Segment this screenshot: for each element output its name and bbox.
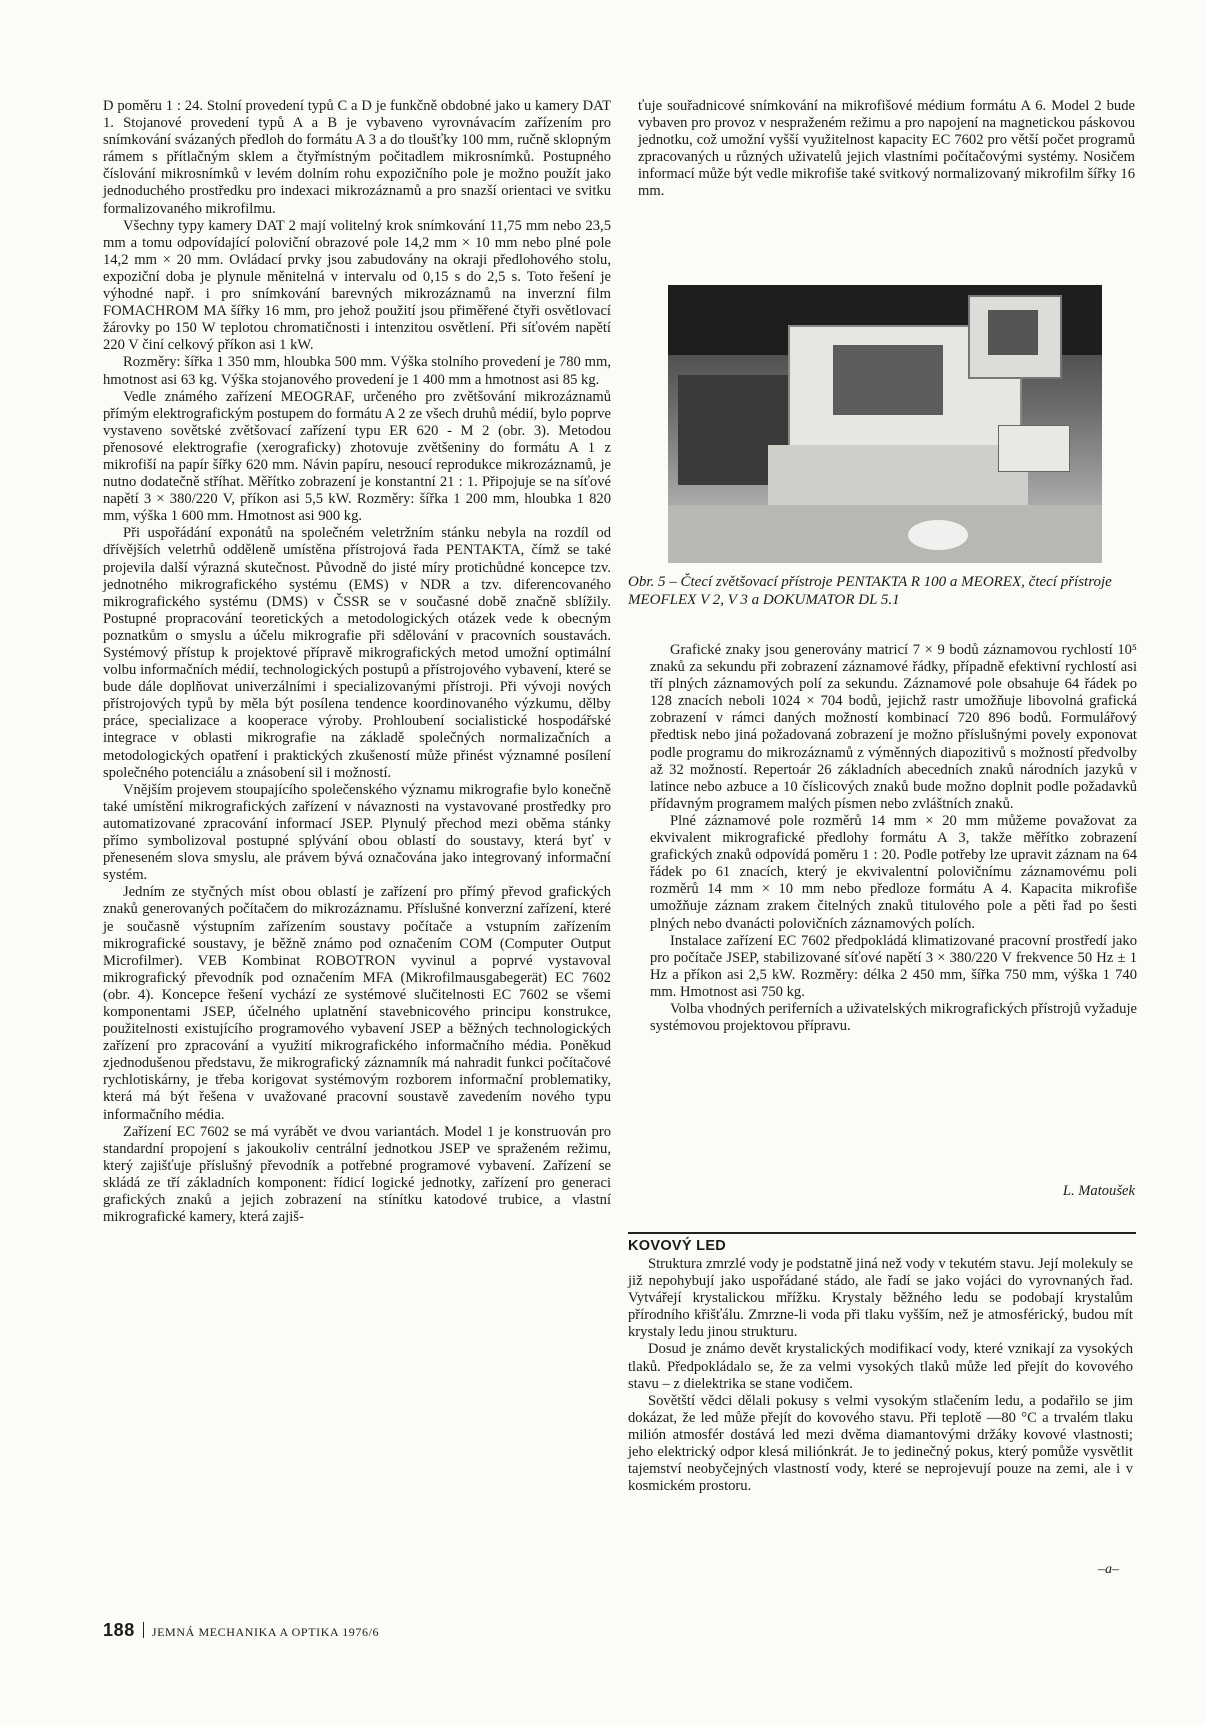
- section-divider: [628, 1232, 1136, 1234]
- right-column-bottom: [628, 1256, 1133, 1495]
- paragraph: Vnějším projevem stoupajícího společenského významu mikrografie bylo konečně také umístění mikrografických zařízení v návaznosti na vystavované prostředky pro automatizované zpracování informací JSEP. Plynulý přechod mezi oběma stánky přímo symbolizoval postupné splývání obou oblastí do soustavy, která byť v přeneseném slova smyslu, ale právem bývá označována jako integrovaný informační systém.: [103, 781, 611, 884]
- page-number: 188: [103, 1620, 135, 1640]
- paragraph: Jedním ze styčných míst obou oblastí je zařízení pro přímý převod grafických znaků generovaných počítačem do mikrozáznamu. Příslušné konverzní zařízení, které je současně výstupním zařízením soustavy počítače a vstupním zařízením mikrografické soustavy, je běžně známo pod označením COM (Computer Output Microfilmer). VEB Kombinat ROBOTRON vyvinul a poprvé vystavoval mikrografický převodník pod označením MFA (Mikrofilmausgabegerät) EC 7602 (obr. 4). Koncepce řešení vychází ze systémové slučitelnosti EC 7602 se všemi komponentami JSEP, účelného uplatnění stavebnicového principu konstrukce, použitelnosti existujícího programového vybavení JSEP a běžných technologických zařízení pro zpracování a využití mikrografického informačního média. Poněkud zjednodušenou představu, že mikrografický záznamník má nahradit funkci počítačové rychlotiskárny, je třeba korigovat systémovým rozborem informační problematiky, která má být řešena v uvažované pracovní soustavě zavedením nového typu informačního média.: [103, 884, 611, 1123]
- journal-name: JEMNÁ MECHANIKA A OPTIKA 1976/6: [151, 1625, 380, 1639]
- author-mark: –a–: [1098, 1562, 1119, 1577]
- page-footer: [103, 1620, 379, 1641]
- article-signature: L. Matoušek: [1062, 1183, 1135, 1199]
- paragraph: Grafické znaky jsou generovány matricí 7 × 9 bodů záznamovou rychlostí 10⁵ znaků za sekundu při zobrazení záznamové řádky, případně efektivní rychlostí asi tří plných záznamových polí za sekundu. Záznamové pole obsahuje 64 řádek po 128 znacích neboli 1024 × 704 bodů, jejichž rastr umožňuje libovolná grafická zobrazení v rámci daných možností kombinací 720 896 bodů. Formulářový předtisk nebo jiná požadovaná zobrazení je možno příslušnými povely exponovat podle programu do mikrozáznamů z výměnných diapozitivů s možností předvolby až 32 možností. Repertoár 26 základních abecedních znaků národních jazyků v latince nebo azbuce a 10 číslicových znaků bude možno doplnit podle požadavků přídavným programem malých písmen nebo zvláštních znaků.: [650, 642, 1137, 812]
- paragraph: Při uspořádání exponátů na společném veletržním stánku nebyla na rozdíl od dřívějších veletrhů odděleně umístěna přístrojová řada PENTAKTA, čímž se také projevila další výrazná skutečnost. Původně do jisté míry protichůdné koncepce tzv. jednotného mikrografického systému (EMS) v NDR a tzv. diferencovaného mikrografického systému (DMS) v ČSSR se v současné době značně sblížily. Postupné propracování teoretických a metodologických otázek vede k obecným poznatkům o smyslu a účelu mikrografie při sdělování v pracovních soustavách. Systémový přístup k projektové přípravě mikrografických metod umožní optimální volbu informačních médií, technologických postupů a přístrojového vybavení, které se bude dále doplňovat univerzálními i specializovanými přístroji. Při vývoji nových přístrojových typů by měla být posílena tendence koordinovaného výzkumu, dělby práce, specializace a kooperace výroby. Prohloubení socialistické hospodářské integrace v oblasti mikrografie na základě společných normalizačních a metodologických opatření i praktických zkušeností může přinést významné posílení společného potenciálu a znásobení sil i možností.: [103, 525, 611, 781]
- paragraph: Instalace zařízení EC 7602 předpokládá klimatizované pracovní prostředí jako pro počítače JSEP, stabilizované síťové napětí 3 × 380/220 V frekvence 50 Hz ± 1 Hz a příkon asi 2,5 kW. Rozměry: délka 2 450 mm, šířka 750 mm, výška 1 740 mm. Hmotnost asi 750 kg.: [650, 932, 1137, 1000]
- exhibition-photo: [668, 285, 1102, 563]
- paragraph: Všechny typy kamery DAT 2 mají volitelný krok snímkování 11,75 mm nebo 23,5 mm a tomu odpovídající poloviční obrazové pole 14,2 mm × 10 mm nebo plné pole 14,2 mm × 20 mm. Ovládací prvky jsou zabudovány na okraji předlohového stolu, expoziční doba je plynule měnitelná v intervalu od 0,15 s do 2,5 s. Toto řešení je výhodné např. i pro snímkování barevných mikrozáznamů na inverzní film FOMACHROM MA šířky 16 mm, pro jehož použití jsou přiměřené čtyři osvětlovací žárovky po 150 W teplotou chromatičnosti i intenzitou osvětlení. Při síťovém napětí 220 V činí celkový příkon asi 1 kW.: [103, 217, 611, 354]
- paragraph: Plné záznamové pole rozměrů 14 mm × 20 mm můžeme považovat za ekvivalent mikrografické předlohy formátu A 3, takže měřítko zobrazení grafických znaků odpovídá poměru 1 : 20. Podle potřeby lze upravit záznam na 64 řádek po 61 znacích, který je ekvivalentní polovičnímu záznamovému poli rozměrů 14 mm × 10 mm nebo předloze formátu A 4. Kapacita mikrofiše umožňuje záznam zrakem čitelných znaků titulového pole a pěti řad po šesti plných nebo dvanácti polovičních záznamových polích.: [650, 812, 1137, 932]
- paragraph: Dosud je známo devět krystalických modifikací vody, které vznikají za vysokých tlaků. Předpokládalo se, že za velmi vysokých tlaků může led přejít do kovového stavu – z dielektrika se stane vodičem.: [628, 1341, 1133, 1392]
- paragraph: D poměru 1 : 24. Stolní provedení typů C a D je funkčně obdobné jako u kamery DAT 1. Stojanové provedení typů A a B je vybaveno vyrovnávacím zařízením pro snímkování svázaných předloh do formátu A 3 a do tloušťky 100 mm, ručně sklopným rámem s přítlačným sklem a čtyřmístným počitadlem mikrosnímků. Postupného číslování mikrosnímků v levém dolním rohu expozičního pole je možno použít jako jednoduchého prostředku pro indexaci mikrozáznamů a pro snazší orientaci ve svitku formalizovaného mikrofilmu.: [103, 98, 611, 217]
- paragraph: Rozměry: šířka 1 350 mm, hloubka 500 mm. Výška stolního provedení je 780 mm, hmotnost asi 63 kg. Výška stojanového provedení je 1 400 mm a hmotnost asi 85 kg.: [103, 354, 611, 388]
- paragraph: Sovětští vědci dělali pokusy s velmi vysokým stlačením ledu, a podařilo se jim dokázat, že led může přejít do kovového stavu. Při teplotě —80 °C a trvalém tlaku milión atmosfér dostává led mezi dvěma diamantovými držáky kovové vlastnosti; jeho elektrický odpor klesá miliónkrát. Je to jedinečný pokus, který pomůže vysvětlit tajemství neobyčejných vlastností vody, které se neprojevují pouze na zemi, ale i v kosmickém prostoru.: [628, 1392, 1133, 1495]
- footer-divider: [143, 1622, 144, 1638]
- section-heading: KOVOVÝ LED: [628, 1238, 727, 1254]
- figure-caption: Obr. 5 – Čtecí zvětšovací přístroje PENTAKTA R 100 a MEOREX, čtecí přístroje MEOFLEX V 2, V 3 a DOKUMATOR DL 5.1: [628, 574, 1112, 608]
- right-column-middle: [650, 642, 1137, 1035]
- right-column-top: [638, 98, 1135, 201]
- left-column: [103, 98, 611, 1226]
- paragraph: Zařízení EC 7602 se má vyrábět ve dvou variantách. Model 1 je konstruován pro standardní propojení s jakoukoliv centrální jednotkou JSEP ve spraženém režimu, který zajišťuje příslušný převodník a potřebné programové vybavení. Zařízení se skládá ze tří základních komponent: řídicí logické jednotky, zařízení pro generaci grafických znaků a jejich zobrazení na stínítku katodové trubice, a vlastní mikrografické kamery, která zajiš-: [103, 1123, 611, 1226]
- paragraph: Vedle známého zařízení MEOGRAF, určeného pro zvětšování mikrozáznamů přímým elektrografickým postupem do formátu A 2 ze všech druhů médií, bylo poprve vystaveno sovětské zvětšovací zařízení typu ER 620 - M 2 (obr. 3). Metodou přenosové elektrografie (xerograficky) zhotovuje zvětšeniny do formátu A 1 z mikrofiší na papír šířky 620 mm. Návin papíru, nesoucí reprodukce mikrozáznamů, je nutno dodatečně stříhat. Měřítko zobrazení je konstantní 21 : 1. Připojuje se na síťové napětí 3 × 380/220 V, příkon asi 5,5 kW. Rozměry: šířka 1 200 mm, hloubka 1 820 mm, výška 1 600 mm. Hmotnost asi 900 kg.: [103, 388, 611, 525]
- paragraph: ťuje souřadnicové snímkování na mikrofišové médium formátu A 6. Model 2 bude vybaven pro provoz v nespraženém režimu a pro napojení na magnetickou páskovou jednotku, což umožní vyšší využitelnost kapacity EC 7602 pro větší počet programů zpracovaných u různých uživatelů jejich vlastními počítačovými systémy. Nosičem informací může být vedle mikrofiše také svitkový normalizovaný mikrofilm šířky 16 mm.: [638, 98, 1135, 200]
- paragraph: Volba vhodných periferních a uživatelských mikrografických přístrojů vyžaduje systémovou projektovou přípravu.: [650, 1000, 1137, 1035]
- paragraph: Struktura zmrzlé vody je podstatně jiná než vody v tekutém stavu. Její molekuly se již nepohybují jako uspořádané stádo, ale řadí se jako vojáci do vyrovnaných řad. Vytvářejí krystalickou mřížku. Krystaly běžného ledu se podobají krystalům přírodního křišťálu. Zmrzne-li voda při tlaku vyšším, než je atmosférický, budou mít krystaly ledu jinou strukturu.: [628, 1256, 1133, 1341]
